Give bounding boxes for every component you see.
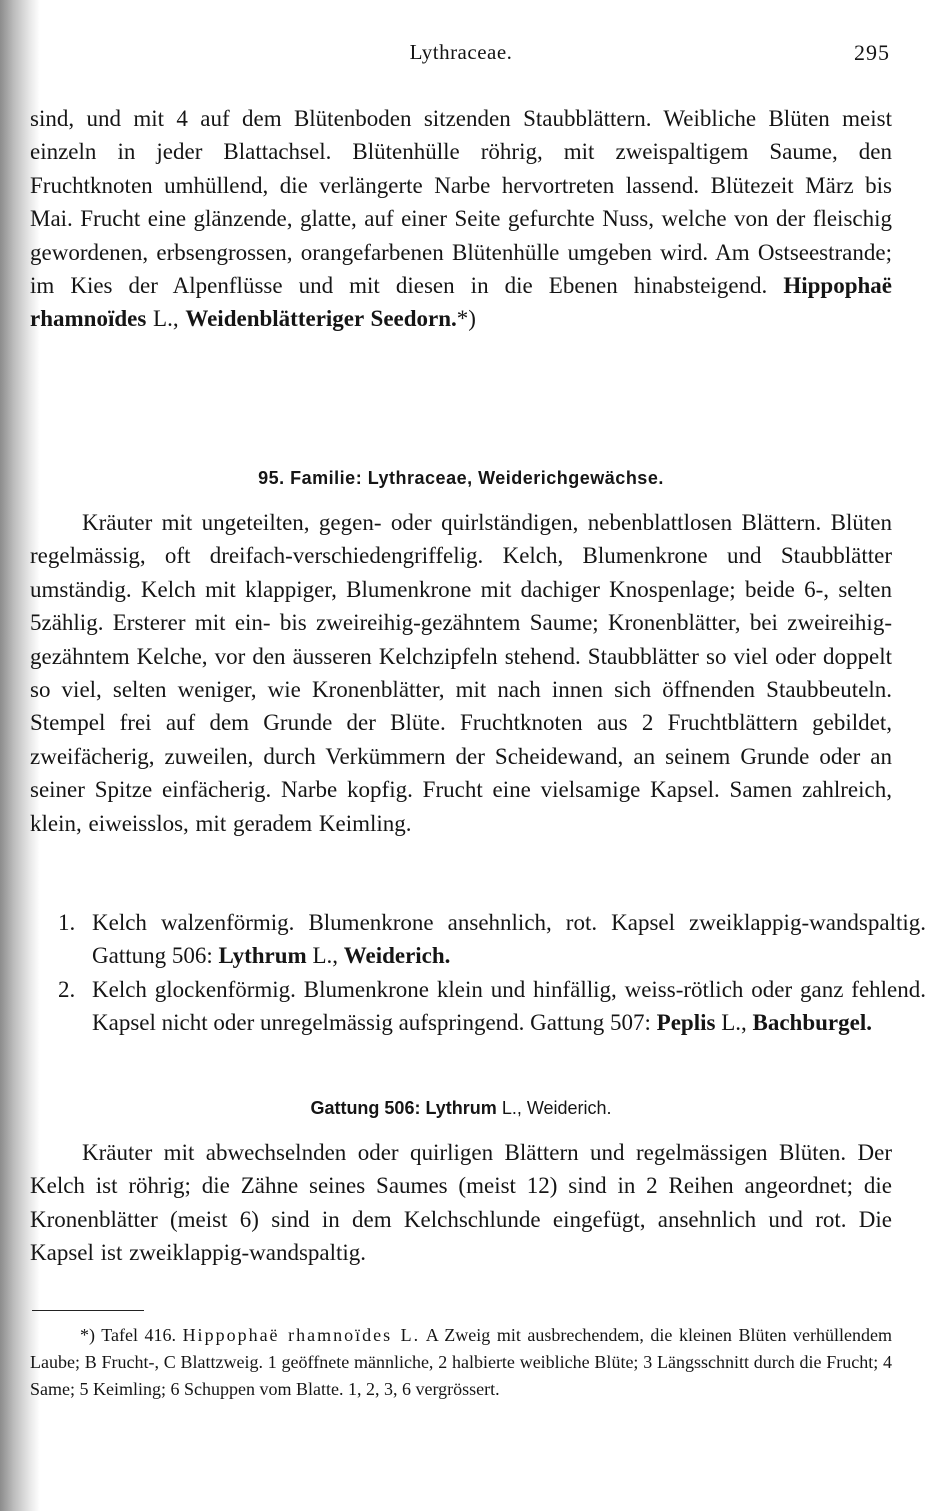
species-common-name: Weidenblätteriger Seedorn. xyxy=(185,306,457,332)
page-number: 295 xyxy=(854,40,890,65)
genus-description: Kräuter mit abwechselnden oder quirligen Blättern und regelmässigen Blüten. Der Kelch ist röhrig; die Zähne seines Saumes (meist 12) sind in 2 Reihen angeordnet; die Kronenblätter (meist 6) sind in dem Kelchschlunde eingefügt, ansehnlich und rot. Die Kapsel ist zweiklappig-wandspaltig. xyxy=(30,1140,892,1266)
continued-text: sind, und mit 4 auf dem Blütenboden sitzenden Staubblättern. Weibliche Blüten meist einzeln in jeder Blattachsel. Blütenhülle röhrig, mit zweispaltigem Saume, den Fruchtknoten umhüllend, die verlängerte Narbe hervortreten lassend. Blütezeit März bis Mai. Frucht eine glänzende, glatte, auf einer Seite gefurchte Nuss, welche von der fleischig gewordenen, erbsengrossen, orangefarbenen Blütenhülle umgeben wird. Am Ostseestrande; im Kies der Alpenflüsse und mit diesen in die Ebenen hinabsteigend. xyxy=(30,106,892,299)
footnote-mark: *) Tafel 416. xyxy=(80,1325,176,1345)
running-title: Lythraceae. xyxy=(409,40,513,64)
footnote xyxy=(30,1322,892,1403)
footnote-reference: *) xyxy=(456,306,476,332)
family-heading-name: Lythraceae, Weiderichgewächse. xyxy=(367,468,664,488)
footnote-species: Hippophaë rhamnoïdes L. xyxy=(182,1325,421,1345)
running-header xyxy=(30,40,892,70)
footnote-rule xyxy=(32,1310,144,1311)
family-heading-lead: 95. Familie: xyxy=(258,468,363,488)
continued-paragraph xyxy=(30,102,892,336)
genus-author: L., xyxy=(721,1010,747,1036)
family-heading xyxy=(30,468,892,489)
genus-common-name: Bachburgel. xyxy=(752,1010,872,1036)
key-item-number: 1. xyxy=(58,910,76,935)
footnote-text: A Zweig mit ausbrechendem, die kleinen Blüten verhüllendem Laube; B Frucht-, C Blattzweig. 1 geöffnete männliche, 2 halbierte weibliche Blüte; 3 Längsschnitt durch die Frucht; 4 Same; 5 Keimling; 6 Schuppen vom Blatte. 1, 2, 3, 6 vergrössert. xyxy=(30,1325,893,1399)
family-description: Kräuter mit ungeteilten, gegen- oder quirlständigen, nebenblattlosen Blättern. Blüten regelmässig, oft dreifach-verschiedengriffelig. Kelch, Blumenkrone und Staubblätter umständig. Kelch mit klappiger, Blumenkrone mit dachiger Knospenlage; beide 6-, selten 5zählig. Ersterer mit ein- bis zweireihig-gezähntem Saume; Kronenblätter, bei zweireihig-gezähntem Kelche, vor den äusseren Kelchzipfeln stehend. Staubblätter so viel oder doppelt so viel, selten weniger, wie Kronenblätter, mit nach innen sich öffnenden Staubbeuteln. Stempel frei auf dem Grunde der Blüte. Fruchtknoten aus 2 Fruchtblättern gebildet, zweifächerig, zuweilen, durch Verkümmern der Scheidewand, an seinem Grunde oder an seiner Spitze einfächerig. Narbe kopfig. Frucht eine vielsamige Kapsel. Samen zahlreich, klein, eiweisslos, mit geradem Keimling. xyxy=(30,510,892,836)
genus-name: Lythrum xyxy=(218,943,307,969)
genus-heading-lead: Gattung 506: xyxy=(310,1098,421,1118)
genus-heading-genus: Lythrum xyxy=(425,1098,497,1118)
key-item-text: Kelch walzenförmig. Blumenkrone ansehnlich, rot. Kapsel zweiklappig-wandspaltig. Gattung 506: xyxy=(92,910,926,969)
species-name: Hippophaë rhamnoïdes xyxy=(30,273,893,332)
genus-heading xyxy=(30,1098,892,1119)
key-item-number: 2. xyxy=(58,977,76,1002)
genus-author: L., xyxy=(312,943,338,969)
key-item-1 xyxy=(58,906,926,973)
genus-common-name: Weiderich. xyxy=(343,943,451,969)
key-item-text: Kelch glockenförmig. Blumenkrone klein und hinfällig, weiss-rötlich oder ganz fehlend. Kapsel nicht oder unregelmässig aufspringend. Gattung 507: xyxy=(92,977,926,1036)
species-author: L., xyxy=(153,306,179,332)
genus-name: Peplis xyxy=(656,1010,716,1036)
genus-heading-rest: L., Weiderich. xyxy=(501,1098,612,1118)
key-item-2 xyxy=(58,973,926,1040)
